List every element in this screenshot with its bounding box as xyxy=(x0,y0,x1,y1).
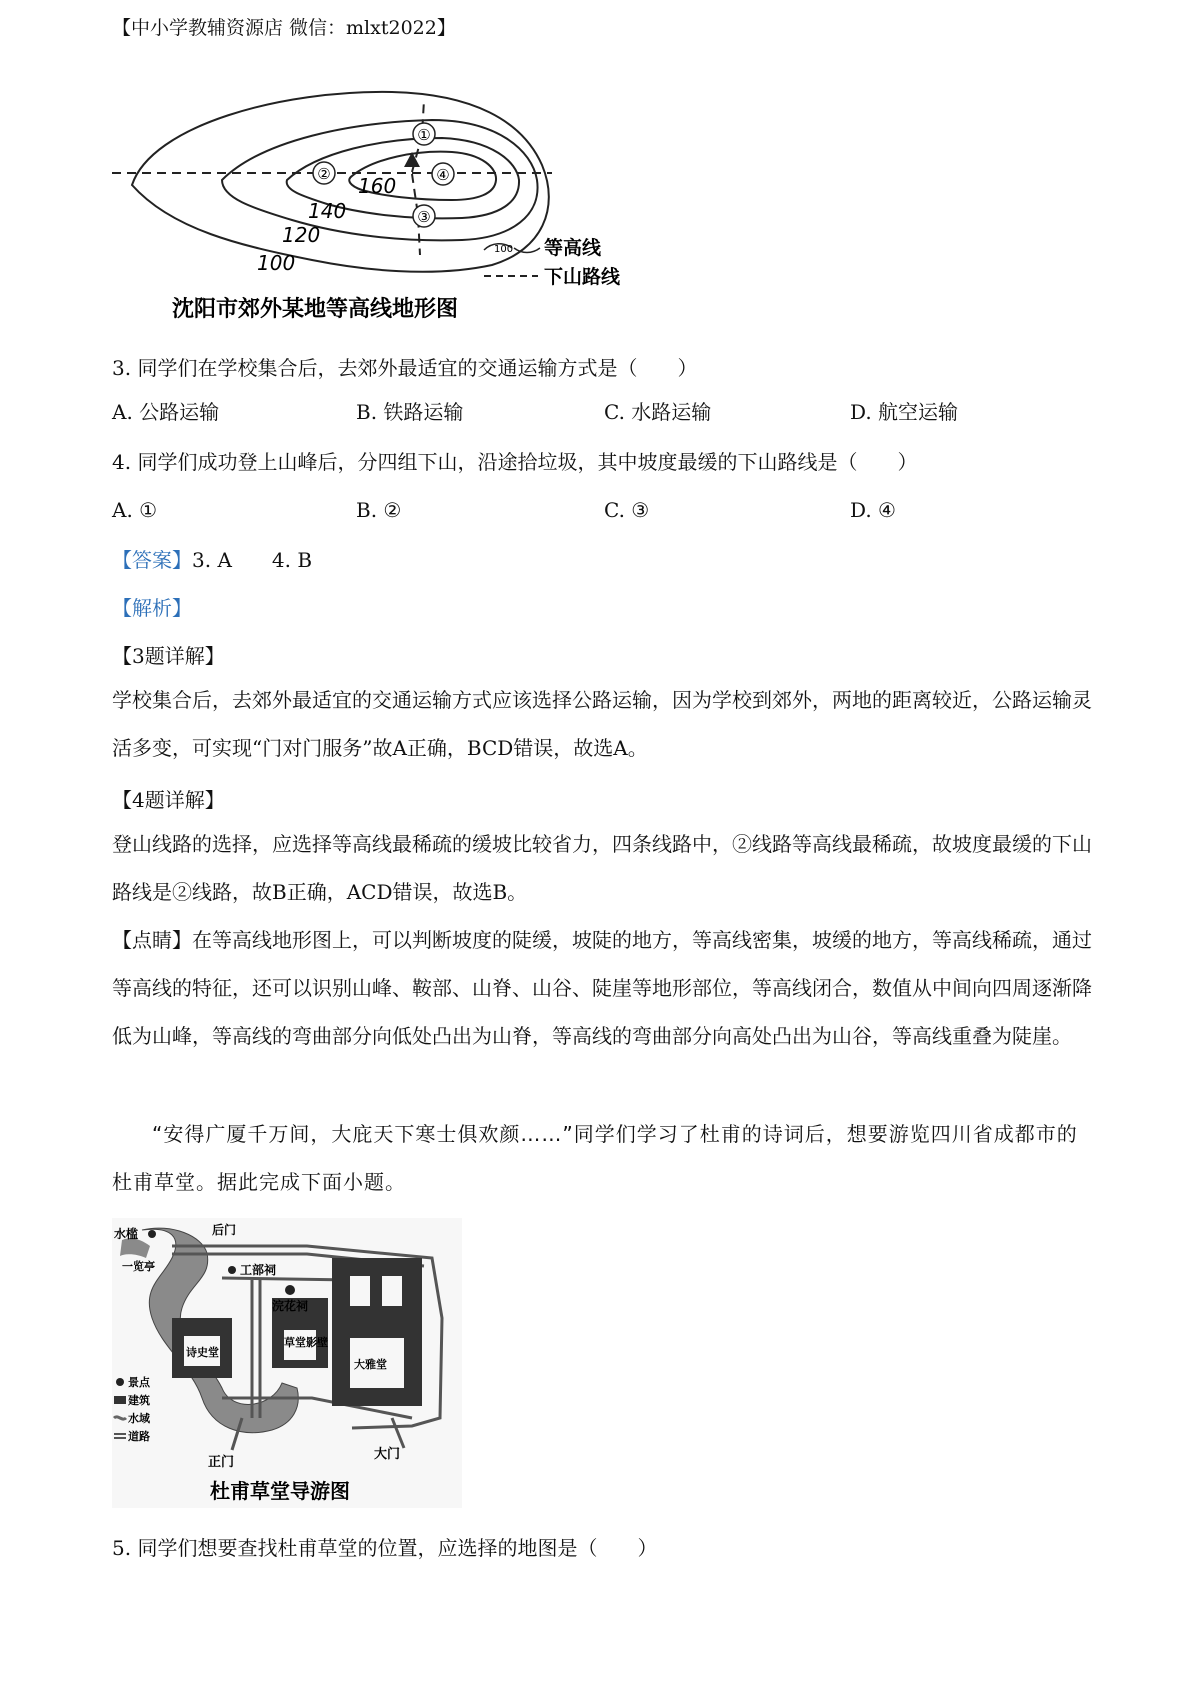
cottage-map-figure xyxy=(112,1218,462,1508)
answer-text: 3. A 4. B xyxy=(192,548,313,572)
tip-text: 在等高线地形图上，可以判断坡度的陡缓，坡陡的地方，等高线密集，坡缓的地方，等高线稀疏，通过等高线的特征，还可以识别山峰、鞍部、山脊、山谷、陡崖等地形部位，等高线闭合，数值从中间向四周逐渐降低为山峰，等高线的弯曲部分向低处凸出为山脊，等高线的弯曲部分向高处凸出为山谷，等高线重叠为陡崖。 xyxy=(112,928,1092,1048)
q4-option-d: D. ④ xyxy=(850,498,896,522)
q4-option-b: B. ② xyxy=(356,498,402,522)
label-gongbuci: 工部祠 xyxy=(240,1263,277,1277)
label-yilanting: 一览亭 xyxy=(122,1260,155,1273)
figure1-caption: 沈阳市郊外某地等高线地形图 xyxy=(172,297,459,322)
legend-building: 建筑 xyxy=(128,1394,150,1407)
marker-1: ① xyxy=(417,126,431,144)
q3-option-d: D. 航空运输 xyxy=(850,400,959,424)
legend-water: 水域 xyxy=(128,1412,150,1425)
q4-option-c: C. ③ xyxy=(604,498,650,522)
legend-road: 道路 xyxy=(128,1430,150,1443)
figure2-caption: 杜甫草堂导游图 xyxy=(210,1479,350,1503)
contour-map-svg xyxy=(112,80,672,350)
label-datingtang: 大雅堂 xyxy=(354,1358,387,1371)
label-houmen: 后门 xyxy=(212,1223,237,1237)
intro-paragraph: “安得广厦千万间，大庇天下寒士俱欢颜……”同学们学习了杜甫的诗词后，想要游览四川省成都市的杜甫草堂。据此完成下面小题。 xyxy=(112,1122,1078,1194)
label-damen: 大门 xyxy=(374,1447,401,1462)
contour-label-120: 120 xyxy=(282,223,321,247)
answer-line xyxy=(112,546,312,574)
detail-4-text: 登山线路的选择，应选择等高线最稀疏的缓坡比较省力，四条线路中，②线路等高线最稀疏，故坡度最缓的下山路线是②线路，故B正确，ACD错误，故选B。 xyxy=(112,832,1092,904)
marker-4: ④ xyxy=(436,166,450,184)
label-zhengmen: 正门 xyxy=(208,1455,235,1470)
q3-option-a: A. 公路运输 xyxy=(112,400,220,424)
detail-3-text: 学校集合后，去郊外最适宜的交通运输方式应该选择公路运输，因为学校到郊外，两地的距离较近，公路运输灵活多变，可实现“门对门服务”故A正确，BCD错误，故选A。 xyxy=(112,688,1092,760)
tip-label: 【点睛】 xyxy=(112,928,192,952)
label-huajingci: 浣花祠 xyxy=(272,1299,309,1313)
legend-path-label: 下山路线 xyxy=(544,266,621,288)
legend-contour-label: 等高线 xyxy=(544,237,602,259)
contour-label-140: 140 xyxy=(308,199,347,223)
legend-contour-sample: 100 xyxy=(494,244,514,255)
answer-label: 【答案】 xyxy=(112,548,192,572)
contour-map-figure xyxy=(112,80,672,350)
question-3-stem: 3. 同学们在学校集合后，去郊外最适宜的交通运输方式是（ ） xyxy=(112,356,698,380)
detail-3-title: 【3题详解】 xyxy=(112,644,225,668)
q4-option-a: A. ① xyxy=(112,498,158,522)
label-shuijian: 水槛 xyxy=(114,1227,139,1241)
cottage-map-svg xyxy=(112,1218,462,1508)
analysis-label: 【解析】 xyxy=(112,596,192,620)
legend-spot: 景点 xyxy=(128,1376,150,1389)
marker-3: ③ xyxy=(417,208,431,226)
q3-option-c: C. 水路运输 xyxy=(604,400,712,424)
label-caotangyingbi: 草堂影壁 xyxy=(284,1336,328,1349)
marker-2: ② xyxy=(317,165,331,183)
contour-line-100 xyxy=(132,92,549,272)
question-4-stem: 4. 同学们成功登上山峰后，分四组下山，沿途拾垃圾，其中坡度最缓的下山路线是（ ） xyxy=(112,450,918,474)
contour-label-100: 100 xyxy=(257,251,296,275)
question-5-stem: 5. 同学们想要查找杜甫草堂的位置，应选择的地图是（ ） xyxy=(112,1536,658,1560)
label-shishitang: 诗史堂 xyxy=(186,1346,219,1359)
q3-option-b: B. 铁路运输 xyxy=(356,400,464,424)
contour-label-160: 160 xyxy=(358,174,397,198)
tip-paragraph xyxy=(112,916,1097,1060)
watermark-header: 【中小学教辅资源店 微信：mlxt2022】 xyxy=(112,17,456,39)
detail-4-title: 【4题详解】 xyxy=(112,788,225,812)
